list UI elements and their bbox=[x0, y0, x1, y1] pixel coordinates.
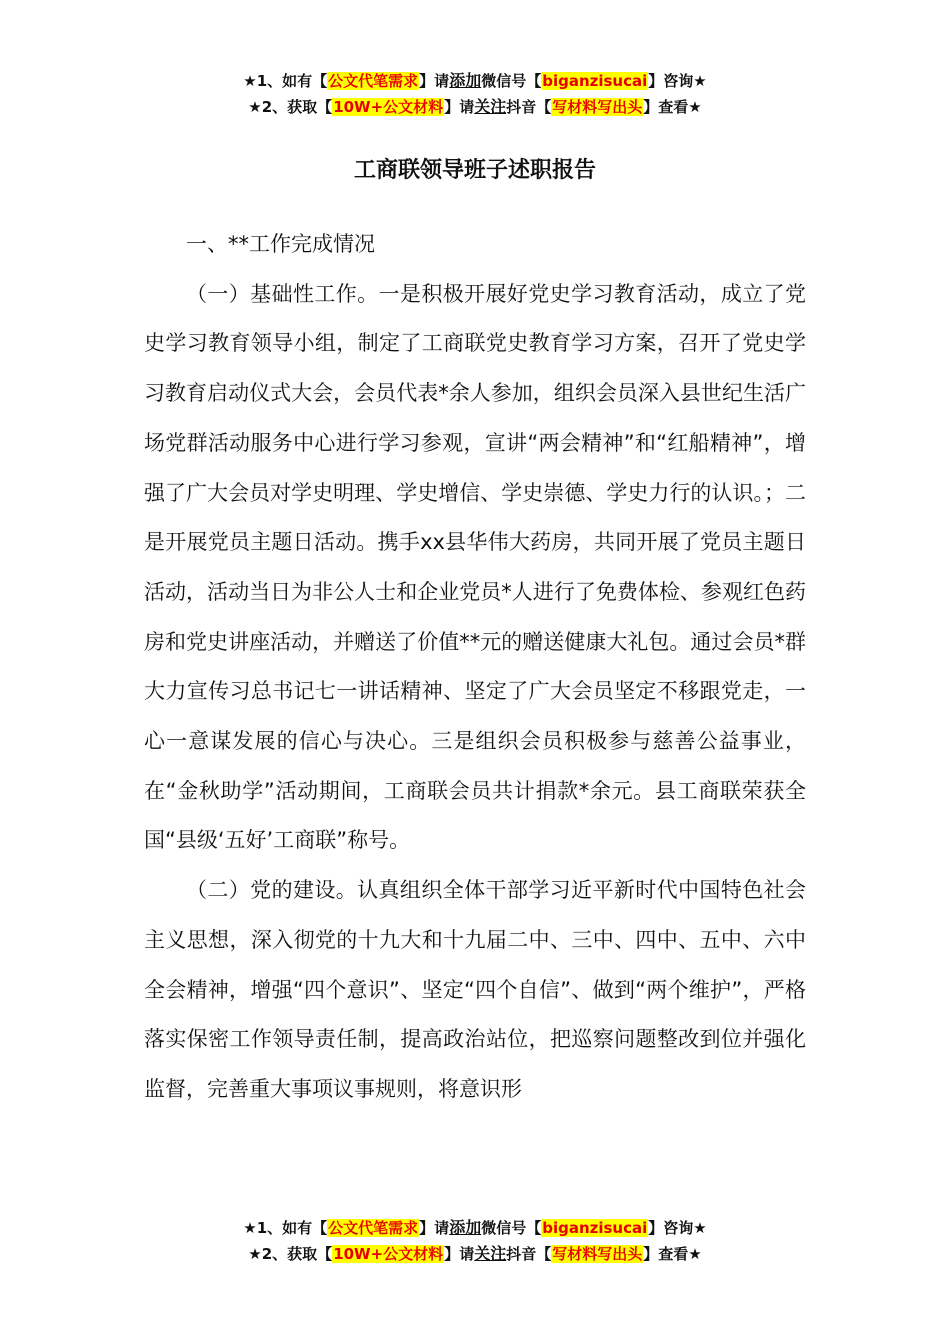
banner-text: 】咨询★ bbox=[648, 72, 707, 90]
section-heading: 一、**工作完成情况 bbox=[186, 232, 375, 256]
banner-highlight: 公文代笔需求 bbox=[328, 72, 419, 90]
banner-text: 】请 bbox=[419, 72, 450, 90]
banner-text: ★2、获取【 bbox=[248, 1245, 333, 1263]
banner-highlight: 10W+公文材料 bbox=[333, 1245, 444, 1263]
banner-underline: 添加 bbox=[449, 71, 482, 90]
banner-highlight: 10W+公文材料 bbox=[333, 98, 444, 116]
banner-text: 】请 bbox=[419, 1219, 450, 1237]
footer-banner bbox=[0, 1215, 950, 1267]
banner-text: ★1、如有【 bbox=[243, 1219, 328, 1237]
banner-text: 】查看★ bbox=[643, 1245, 702, 1263]
banner-highlight: 公文代笔需求 bbox=[328, 1219, 419, 1237]
banner-line-1 bbox=[0, 1215, 950, 1241]
banner-line-2 bbox=[0, 94, 950, 120]
banner-highlight: biganzisucai bbox=[542, 72, 648, 90]
body-paragraph: （二）党的建设。认真组织全体干部学习近平新时代中国特色社会主义思想，深入彻党的十九大和十九届二中、三中、四中、五中、六中全会精神，增强“四个意识”、坚定“四个自信”、做到“两个维护”，严格落实保密工作领导责任制，提高政治站位，把巡察问题整改到位并强化监督，完善重大事项议事规则，将意识形 bbox=[144, 878, 806, 1101]
banner-text: 微信号【 bbox=[481, 1219, 542, 1237]
banner-text: 】请 bbox=[444, 98, 475, 116]
banner-underline: 关注 bbox=[474, 1244, 507, 1263]
banner-text: 】咨询★ bbox=[648, 1219, 707, 1237]
document-body bbox=[144, 220, 806, 1115]
banner-highlight: 写材料写出头 bbox=[552, 98, 643, 116]
banner-underline: 添加 bbox=[449, 1218, 482, 1237]
banner-text: ★1、如有【 bbox=[243, 72, 328, 90]
banner-line-2 bbox=[0, 1241, 950, 1267]
document-title: 工商联领导班子述职报告 bbox=[353, 158, 596, 183]
banner-text: 】请 bbox=[444, 1245, 475, 1263]
banner-text: 】查看★ bbox=[643, 98, 702, 116]
banner-text: 微信号【 bbox=[481, 72, 542, 90]
banner-highlight: biganzisucai bbox=[542, 1219, 648, 1237]
banner-text: 抖音【 bbox=[506, 1245, 552, 1263]
banner-line-1 bbox=[0, 68, 950, 94]
banner-text: 抖音【 bbox=[506, 98, 552, 116]
banner-text: ★2、获取【 bbox=[248, 98, 333, 116]
header-banner bbox=[0, 68, 950, 120]
body-paragraph: （一）基础性工作。一是积极开展好党史学习教育活动，成立了党史学习教育领导小组，制定了工商联党史教育学习方案，召开了党史学习教育启动仪式大会，会员代表*余人参加，组织会员深入县世纪生活广场党群活动服务中心进行学习参观，宣讲“两会精神”和“红船精神”，增强了广大会员对学史明理、学史增信、学史崇德、学史力行的认识。；二是开展党员主题日活动。携手xx县华伟大药房，共同开展了党员主题日活动，活动当日为非公人士和企业党员*人进行了免费体检、参观红色药房和党史讲座活动，并赠送了价值**元的赠送健康大礼包。通过会员*群大力宣传习总书记七一讲话精神、坚定了广大会员坚定不移跟党走，一心一意谋发展的信心与决心。三是组织会员积极参与慈善公益事业，在“金秋助学”活动期间，工商联会员共计捐款*余元。县工商联荣获全国“县级‘五好’工商联”称号。 bbox=[144, 281, 806, 853]
banner-highlight: 写材料写出头 bbox=[552, 1245, 643, 1263]
banner-underline: 关注 bbox=[474, 97, 507, 116]
